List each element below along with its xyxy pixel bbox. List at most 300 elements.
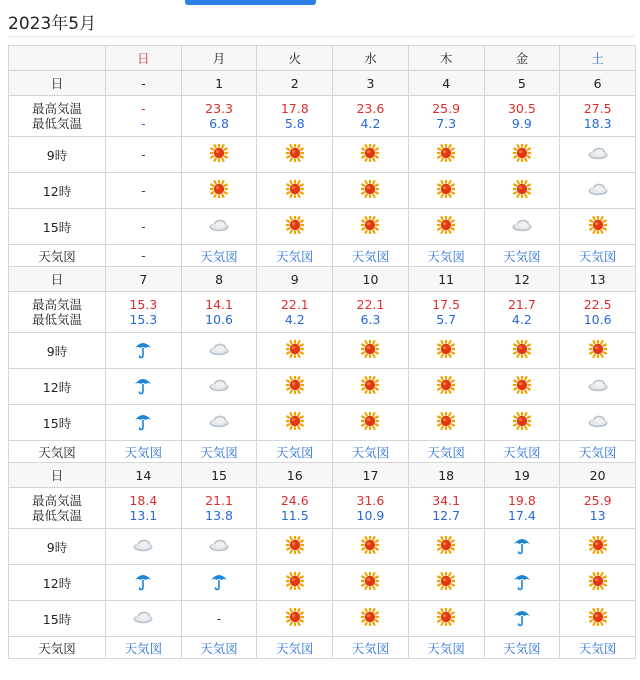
rain-icon <box>512 571 532 594</box>
date-cell: 8 <box>181 267 257 292</box>
max-temp-value: 17.8 <box>280 101 309 116</box>
weather-cell <box>408 333 484 369</box>
temperature-cell <box>408 488 484 529</box>
weather-cell <box>333 173 409 209</box>
weather-cell <box>408 209 484 245</box>
weather-cell <box>333 369 409 405</box>
weather-map-link[interactable]: 天気図 <box>124 640 163 656</box>
weather-cell <box>257 209 333 245</box>
date-row <box>9 71 636 96</box>
min-temp-value: 13 <box>589 508 606 523</box>
weekday-header-cell: 水 <box>333 46 409 71</box>
weather-9am-row <box>9 137 636 173</box>
weather-map-cell <box>333 441 409 463</box>
weekday-header-row <box>9 46 636 71</box>
temperature-cell <box>181 292 257 333</box>
sunny-icon <box>513 180 531 201</box>
sunny-icon <box>513 144 531 165</box>
weather-cell <box>408 529 484 565</box>
weather-cell <box>333 529 409 565</box>
rain-icon <box>133 339 153 362</box>
weather-cell <box>408 601 484 637</box>
max-temp-value: 17.5 <box>432 297 461 312</box>
weather-map-link[interactable]: 天気図 <box>351 248 390 264</box>
weather-map-cell <box>408 245 484 267</box>
date-cell: 3 <box>333 71 409 96</box>
weather-cell <box>484 209 560 245</box>
weather-cell <box>106 333 182 369</box>
max-temp-value: 25.9 <box>583 493 612 508</box>
weather-map-cell <box>484 637 560 659</box>
temperature-cell <box>257 96 333 137</box>
weather-cell <box>484 529 560 565</box>
weather-map-link[interactable]: 天気図 <box>578 248 617 264</box>
weather-calendar-table <box>8 45 636 659</box>
weather-map-link[interactable]: 天気図 <box>351 444 390 460</box>
max-temp-value: 19.8 <box>507 493 536 508</box>
weather-cell <box>560 333 636 369</box>
cloudy-icon <box>587 182 609 199</box>
sunny-icon <box>361 144 379 165</box>
weather-map-link[interactable]: 天気図 <box>124 444 163 460</box>
weather-cell <box>333 565 409 601</box>
min-temp-value: 9.9 <box>511 116 532 131</box>
weather-map-link[interactable]: 天気図 <box>276 640 314 656</box>
date-cell: 4 <box>408 71 484 96</box>
weather-12pm-row-label: 12時 <box>9 565 106 601</box>
temperature-row-label <box>9 488 106 529</box>
date-cell: 9 <box>257 267 333 292</box>
weather-map-link[interactable]: 天気図 <box>427 248 465 264</box>
weather-map-link[interactable]: 天気図 <box>578 640 617 656</box>
date-cell: 19 <box>484 463 560 488</box>
weather-cell <box>181 173 257 209</box>
weather-map-cell <box>408 637 484 659</box>
date-cell: 20 <box>560 463 636 488</box>
sunny-icon <box>286 376 304 397</box>
weather-map-row <box>9 441 636 463</box>
sunny-icon <box>437 608 455 629</box>
weather-cell <box>333 405 409 441</box>
sunny-icon <box>361 216 379 237</box>
weather-map-link[interactable]: 天気図 <box>276 444 314 460</box>
date-cell: 15 <box>181 463 257 488</box>
weather-cell <box>257 137 333 173</box>
date-cell: 2 <box>257 71 333 96</box>
date-cell: 16 <box>257 463 333 488</box>
min-temp-value: 13.8 <box>205 508 233 523</box>
max-temp-label: 最高気温 <box>31 493 82 508</box>
date-cell: 13 <box>560 267 636 292</box>
weather-3pm-row-label: 15時 <box>9 405 106 441</box>
sunny-icon <box>210 180 228 201</box>
sunny-icon <box>286 180 304 201</box>
weather-cell <box>560 565 636 601</box>
temperature-cell <box>560 488 636 529</box>
weather-cell <box>106 601 182 637</box>
min-temp-value: 17.4 <box>507 508 536 523</box>
weather-3pm-row-label: 15時 <box>9 601 106 637</box>
weather-map-link[interactable]: 天気図 <box>503 640 541 656</box>
no-data-dash: - <box>141 183 146 198</box>
weather-cell <box>106 565 182 601</box>
min-temp-label: 最低気温 <box>31 312 82 327</box>
sunny-icon <box>361 340 379 361</box>
weather-map-cell <box>106 245 182 267</box>
min-temp-value: 4.2 <box>360 116 381 131</box>
no-data-dash: - <box>141 248 146 263</box>
weather-cell <box>484 369 560 405</box>
weather-3pm-row <box>9 601 636 637</box>
weather-cell <box>257 529 333 565</box>
cloudy-icon <box>208 218 230 235</box>
sunny-icon <box>361 412 379 433</box>
weather-cell <box>181 137 257 173</box>
page-title: 2023年5月 <box>8 14 97 34</box>
weather-cell <box>106 137 182 173</box>
weather-12pm-row <box>9 565 636 601</box>
weather-cell <box>106 209 182 245</box>
weather-map-cell <box>484 441 560 463</box>
max-temp-value: 22.1 <box>356 297 385 312</box>
weather-map-cell <box>408 441 484 463</box>
weather-cell <box>484 601 560 637</box>
weather-9am-row-label: 9時 <box>9 333 106 369</box>
max-temp-value: 15.3 <box>129 297 158 312</box>
date-row <box>9 267 636 292</box>
date-row <box>9 463 636 488</box>
weather-map-row-label: 天気図 <box>9 245 106 267</box>
sunny-icon <box>361 376 379 397</box>
weather-cell <box>257 601 333 637</box>
sunny-icon <box>513 412 531 433</box>
sunny-icon <box>361 608 379 629</box>
weather-map-cell <box>257 245 333 267</box>
weather-map-cell <box>560 441 636 463</box>
temperature-cell <box>484 292 560 333</box>
min-temp-value: 11.5 <box>280 508 309 523</box>
date-cell: 12 <box>484 267 560 292</box>
weather-map-row-label: 天気図 <box>9 637 106 659</box>
min-temp-value: 10.6 <box>583 312 612 327</box>
weather-map-link[interactable]: 天気図 <box>276 248 314 264</box>
weather-map-link[interactable]: 天気図 <box>200 248 238 264</box>
temperature-row <box>9 488 636 529</box>
weather-map-cell <box>106 637 182 659</box>
sunny-icon <box>437 412 455 433</box>
weather-9am-row-label: 9時 <box>9 137 106 173</box>
weather-map-cell <box>560 245 636 267</box>
max-temp-value: 31.6 <box>356 493 385 508</box>
weather-map-cell <box>560 637 636 659</box>
sunny-icon <box>361 180 379 201</box>
max-temp-value: 21.1 <box>205 493 233 508</box>
min-temp-value: 5.7 <box>436 312 457 327</box>
temperature-cell <box>408 292 484 333</box>
temperature-cell <box>257 292 333 333</box>
cloudy-icon <box>132 538 154 555</box>
weather-cell <box>181 565 257 601</box>
max-temp-value: 21.7 <box>507 297 536 312</box>
weather-cell <box>484 333 560 369</box>
sunny-icon <box>437 340 455 361</box>
weekday-header-cell: 日 <box>106 46 182 71</box>
weekday-header-cell: 金 <box>484 46 560 71</box>
weather-9am-row-label: 9時 <box>9 529 106 565</box>
cloudy-icon <box>587 414 609 431</box>
weather-map-link[interactable]: 天気図 <box>427 640 465 656</box>
temperature-row-label <box>9 292 106 333</box>
weather-cell <box>484 565 560 601</box>
weather-cell <box>560 173 636 209</box>
weather-3pm-row <box>9 209 636 245</box>
sunny-icon <box>361 536 379 557</box>
weather-map-link[interactable]: 天気図 <box>351 640 390 656</box>
date-cell: 14 <box>106 463 182 488</box>
weather-cell <box>408 565 484 601</box>
weather-cell <box>408 173 484 209</box>
sunny-icon <box>286 340 304 361</box>
sunny-icon <box>589 340 607 361</box>
cloudy-icon <box>208 342 230 359</box>
max-temp-label: 最高気温 <box>31 297 82 312</box>
sunny-icon <box>589 608 607 629</box>
sunny-icon <box>286 216 304 237</box>
weather-cell <box>181 333 257 369</box>
temperature-row-label <box>9 96 106 137</box>
weather-map-cell <box>181 637 257 659</box>
max-temp-value: 22.5 <box>583 297 612 312</box>
min-temp-value: 10.9 <box>356 508 385 523</box>
max-temp-value: - <box>141 101 146 116</box>
weather-map-link[interactable]: 天気図 <box>578 444 617 460</box>
sunny-icon <box>286 572 304 593</box>
weather-cell <box>560 369 636 405</box>
no-data-dash: - <box>141 147 146 162</box>
weather-map-link[interactable]: 天気図 <box>427 444 465 460</box>
rain-icon <box>209 571 229 594</box>
rain-icon <box>133 571 153 594</box>
sunny-icon <box>361 572 379 593</box>
sunny-icon <box>437 180 455 201</box>
min-temp-value: 6.8 <box>209 116 229 131</box>
max-temp-value: 18.4 <box>129 493 158 508</box>
min-temp-label: 最低気温 <box>31 508 82 523</box>
weather-cell <box>408 369 484 405</box>
weather-cell <box>181 209 257 245</box>
temperature-cell <box>106 96 182 137</box>
weather-cell <box>106 529 182 565</box>
temperature-cell <box>106 488 182 529</box>
sunny-icon <box>589 536 607 557</box>
max-temp-value: 34.1 <box>432 493 461 508</box>
date-row-label: 日 <box>9 71 106 96</box>
date-cell: 5 <box>484 71 560 96</box>
cloudy-icon <box>208 414 230 431</box>
cloudy-icon <box>208 538 230 555</box>
temperature-cell <box>408 96 484 137</box>
weekday-header-cell: 土 <box>560 46 636 71</box>
weather-cell <box>333 601 409 637</box>
no-data-dash: - <box>216 611 222 626</box>
sunny-icon <box>437 144 455 165</box>
weather-cell <box>257 333 333 369</box>
weather-cell <box>333 333 409 369</box>
min-temp-value: 6.3 <box>360 312 381 327</box>
rain-icon <box>133 375 153 398</box>
weekday-header-cell: 火 <box>257 46 333 71</box>
weather-cell <box>257 565 333 601</box>
temperature-cell <box>484 488 560 529</box>
weather-9am-row <box>9 333 636 369</box>
date-row-label: 日 <box>9 267 106 292</box>
weather-9am-row <box>9 529 636 565</box>
weather-map-link[interactable]: 天気図 <box>200 640 238 656</box>
sunny-icon <box>210 144 228 165</box>
min-temp-value: 5.8 <box>284 116 305 131</box>
weather-12pm-row <box>9 369 636 405</box>
weather-cell <box>408 137 484 173</box>
sunny-icon <box>286 412 304 433</box>
weather-cell <box>333 137 409 173</box>
weather-cell <box>484 137 560 173</box>
date-cell: - <box>106 71 182 96</box>
date-cell: 7 <box>106 267 182 292</box>
weather-map-link[interactable]: 天気図 <box>200 444 238 460</box>
weather-cell <box>257 369 333 405</box>
weather-cell <box>560 529 636 565</box>
date-cell: 6 <box>560 71 636 96</box>
max-temp-value: 22.1 <box>280 297 309 312</box>
weather-12pm-row-label: 12時 <box>9 369 106 405</box>
sunny-icon <box>513 340 531 361</box>
cloudy-icon <box>511 218 533 235</box>
weather-cell <box>560 209 636 245</box>
weather-cell <box>106 173 182 209</box>
max-temp-value: 23.3 <box>205 101 233 116</box>
sunny-icon <box>513 376 531 397</box>
weather-map-cell <box>484 245 560 267</box>
no-data-dash: - <box>141 219 146 234</box>
weather-map-cell <box>181 245 257 267</box>
weather-cell <box>181 529 257 565</box>
weather-cell <box>484 173 560 209</box>
date-cell: 1 <box>181 71 257 96</box>
top-button[interactable] <box>185 0 316 5</box>
min-temp-value: 15.3 <box>129 312 158 327</box>
min-temp-value: 10.6 <box>205 312 233 327</box>
min-temp-value: 12.7 <box>432 508 461 523</box>
temperature-cell <box>333 292 409 333</box>
min-temp-value: 18.3 <box>583 116 612 131</box>
min-temp-value: 4.2 <box>511 312 532 327</box>
weather-cell <box>257 405 333 441</box>
title-divider <box>8 36 634 37</box>
weather-3pm-row-label: 15時 <box>9 209 106 245</box>
weather-cell <box>106 369 182 405</box>
date-cell: 11 <box>408 267 484 292</box>
sunny-icon <box>437 376 455 397</box>
sunny-icon <box>437 216 455 237</box>
weather-map-cell <box>257 637 333 659</box>
weather-cell <box>484 405 560 441</box>
temperature-cell <box>257 488 333 529</box>
temperature-cell <box>181 96 257 137</box>
date-cell: 17 <box>333 463 409 488</box>
temperature-cell <box>560 292 636 333</box>
min-temp-value: - <box>141 116 146 131</box>
temperature-row <box>9 96 636 137</box>
weather-map-cell <box>333 637 409 659</box>
weather-map-row <box>9 637 636 659</box>
sunny-icon <box>286 536 304 557</box>
date-cell: 18 <box>408 463 484 488</box>
min-temp-value: 4.2 <box>284 312 305 327</box>
temperature-cell <box>333 488 409 529</box>
weather-map-cell <box>181 441 257 463</box>
weather-cell <box>181 405 257 441</box>
max-temp-value: 24.6 <box>280 493 309 508</box>
weather-map-link[interactable]: 天気図 <box>503 248 541 264</box>
weather-map-cell <box>333 245 409 267</box>
weather-cell <box>181 601 257 637</box>
max-temp-value: 25.9 <box>432 101 461 116</box>
sunny-icon <box>286 144 304 165</box>
weather-map-cell <box>257 441 333 463</box>
weather-12pm-row <box>9 173 636 209</box>
max-temp-label: 最高気温 <box>31 101 82 116</box>
min-temp-value: 7.3 <box>436 116 457 131</box>
weather-cell <box>408 405 484 441</box>
max-temp-value: 27.5 <box>583 101 612 116</box>
sunny-icon <box>437 572 455 593</box>
sunny-icon <box>437 536 455 557</box>
weekday-header-cell: 木 <box>408 46 484 71</box>
rain-icon <box>512 607 532 630</box>
cloudy-icon <box>132 610 154 627</box>
rain-icon <box>512 535 532 558</box>
weather-map-row-label: 天気図 <box>9 441 106 463</box>
date-row-label: 日 <box>9 463 106 488</box>
temperature-cell <box>181 488 257 529</box>
date-cell: 10 <box>333 267 409 292</box>
rain-icon <box>133 411 153 434</box>
min-temp-value: 13.1 <box>129 508 158 523</box>
cloudy-icon <box>587 146 609 163</box>
temperature-cell <box>333 96 409 137</box>
weather-3pm-row <box>9 405 636 441</box>
max-temp-value: 30.5 <box>507 101 536 116</box>
temperature-cell <box>484 96 560 137</box>
weather-cell <box>560 405 636 441</box>
cloudy-icon <box>208 378 230 395</box>
weather-cell <box>181 369 257 405</box>
temperature-row <box>9 292 636 333</box>
weekday-header-cell: 月 <box>181 46 257 71</box>
sunny-icon <box>589 572 607 593</box>
sunny-icon <box>589 216 607 237</box>
weather-map-row <box>9 245 636 267</box>
weather-map-link[interactable]: 天気図 <box>503 444 541 460</box>
weather-cell <box>333 209 409 245</box>
weather-12pm-row-label: 12時 <box>9 173 106 209</box>
corner-cell <box>9 46 106 71</box>
min-temp-label: 最低気温 <box>31 116 82 131</box>
weather-cell <box>106 405 182 441</box>
weather-cell <box>560 137 636 173</box>
sunny-icon <box>286 608 304 629</box>
temperature-cell <box>106 292 182 333</box>
